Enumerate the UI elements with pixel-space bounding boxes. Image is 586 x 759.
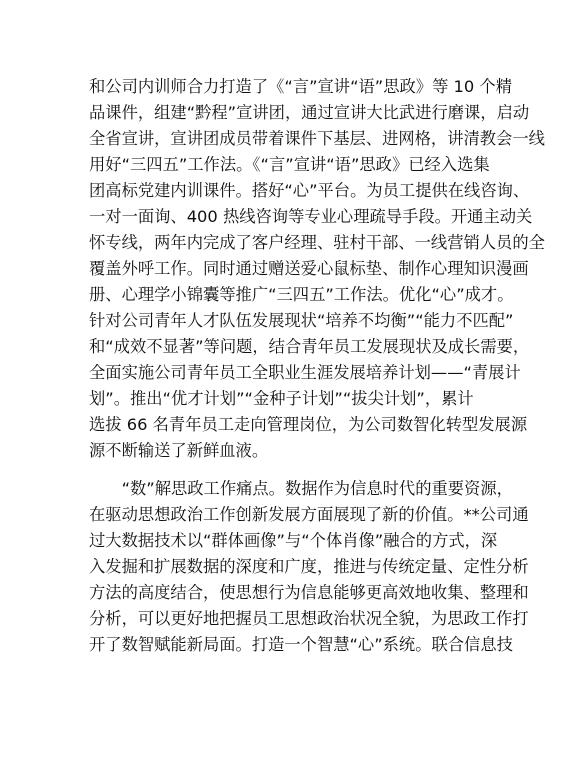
text-line: 一对一面询、400 热线咨询等专业心理疏导手段。开通主动关 (89, 207, 533, 226)
text-line: 在驱动思想政治工作创新发展方面展现了新的价值。**公司通 (89, 505, 529, 524)
text-line: 针对公司青年人才队伍发展现状“培养不均衡”“能力不匹配” (89, 311, 514, 330)
text-line: 源不断输送了新鲜血液。 (89, 441, 269, 460)
text-line: 品课件，组建“黔程”宣讲团，通过宣讲大比武进行磨课，启动 (89, 103, 530, 122)
text-line: 方法的高度结合，使思想行为信息能够更高效地收集、整理和 (89, 583, 529, 602)
text-line: 用好“三四五”工作法。《“言”宣讲“语”思政》已经入选集 (89, 155, 490, 174)
text-line: 过大数据技术以“群体画像”与“个体肖像”融合的方式，深 (89, 531, 498, 550)
text-line: 和公司内训师合力打造了《“言”宣讲“语”思政》等 10 个精 (89, 77, 512, 96)
text-line: 覆盖外呼工作。同时通过赠送爱心鼠标垫、制作心理知识漫画 (89, 259, 529, 278)
text-line: 分析，可以更好地把握员工思想政治状况全貌，为思政工作打 (89, 609, 529, 628)
paragraph-1 (89, 74, 545, 464)
text-line: “数”解思政工作痛点。数据作为信息时代的重要资源， (89, 479, 513, 498)
text-line: 划”。推出“优才计划”“金种子计划”“拔尖计划”，累计 (89, 389, 474, 408)
text-line: 开了数智赋能新局面。打造一个智慧“心”系统。联合信息技 (89, 635, 513, 654)
text-line: 怀专线，两年内完成了客户经理、驻村干部、一线营销人员的全 (89, 233, 545, 252)
paragraph-2 (89, 476, 529, 658)
text-line: 全省宣讲，宣讲团成员带着课件下基层、进网格，讲清教会一线 (89, 129, 545, 148)
text-line: 入发掘和扩展数据的深度和广度，推进与传统定量、定性分析 (89, 557, 529, 576)
text-line: 和“成效不显著”等问题，结合青年员工发展现状及成长需要， (89, 337, 530, 356)
text-line: 全面实施公司青年员工全职业生涯发展培养计划——“青展计 (89, 363, 521, 382)
text-line: 册、心理学小锦囊等推广“三四五”工作法。优化“心”成才。 (89, 285, 514, 304)
text-line: 选拔 66 名青年员工走向管理岗位，为公司数智化转型发展源 (89, 415, 528, 434)
text-line: 团高标党建内训课件。搭好“心”平台。为员工提供在线咨询、 (89, 181, 530, 200)
